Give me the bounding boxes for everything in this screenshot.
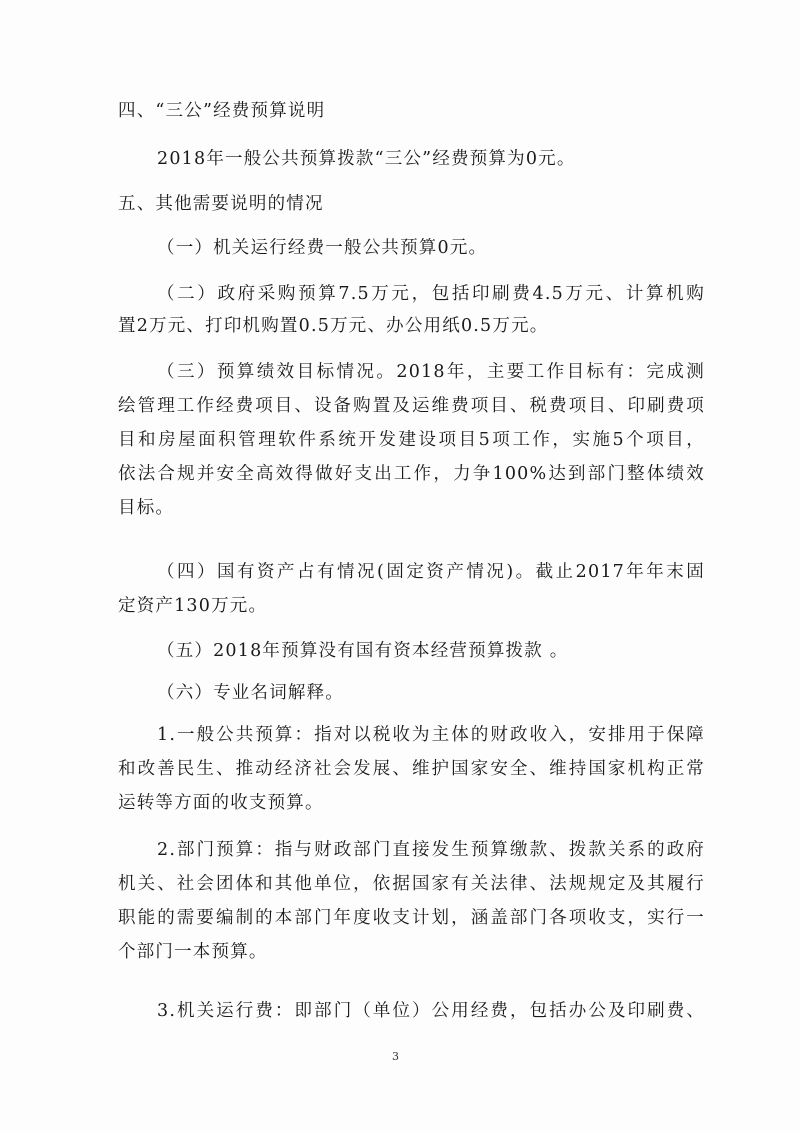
paragraph-line: （六）专业名词解释。: [157, 683, 344, 703]
paragraph-line: 2.部门预算：指与财政部门直接发生预算缴款、拨款关系的政府: [157, 840, 705, 860]
section-heading-5: 五、其他需要说明的情况: [118, 194, 324, 214]
page-number: 3: [392, 1050, 399, 1063]
paragraph-line: 置2万元、打印机购置0.5万元、办公用纸0.5万元。: [118, 316, 549, 336]
paragraph-line: 和改善民生、推动经济社会发展、维护国家安全、维持国家机构正常: [118, 759, 705, 779]
paragraph-line: （二）政府采购预算7.5万元，包括印刷费4.5万元、计算机购: [157, 284, 705, 304]
paragraph-line: 定资产130万元。: [118, 596, 268, 616]
paragraph-line: 绘管理工作经费项目、设备购置及运维费项目、税费项目、印刷费项: [118, 396, 705, 416]
paragraph-line: 3.机关运行费：即部门（单位）公用经费，包括办公及印刷费、: [157, 1001, 705, 1021]
paragraph-line: 1.一般公共预算：指对以税收为主体的财政收入，安排用于保障: [157, 725, 705, 745]
paragraph-line: （三）预算绩效目标情况。2018年，主要工作目标有：完成测: [157, 362, 705, 382]
paragraph-line: （一）机关运行经费一般公共预算0元。: [157, 238, 488, 258]
paragraph-line: 目标。: [118, 498, 175, 518]
paragraph-line: 个部门一本预算。: [118, 942, 268, 962]
paragraph-line: 依法合规并安全高效得做好支出工作，力争100%达到部门整体绩效: [118, 464, 705, 484]
paragraph-line: 2018年一般公共预算拨款“三公”经费预算为0元。: [157, 149, 576, 169]
paragraph-line: 运转等方面的收支预算。: [118, 793, 324, 813]
paragraph-line: （四）国有资产占有情况(固定资产情况)。截止2017年年末固: [157, 562, 705, 582]
paragraph-line: 职能的需要编制的本部门年度收支计划，涵盖部门各项收支，实行一: [118, 908, 705, 928]
section-heading-4: 四、“三公”经费预算说明: [118, 101, 326, 121]
paragraph-line: 机关、社会团体和其他单位，依据国家有关法律、法规规定及其履行: [118, 874, 705, 894]
paragraph-line: 目和房屋面积管理软件系统开发建设项目5项工作，实施5个项目，: [118, 430, 705, 450]
paragraph-line: （五）2018年预算没有国有资本经营预算拨款 。: [157, 641, 569, 661]
